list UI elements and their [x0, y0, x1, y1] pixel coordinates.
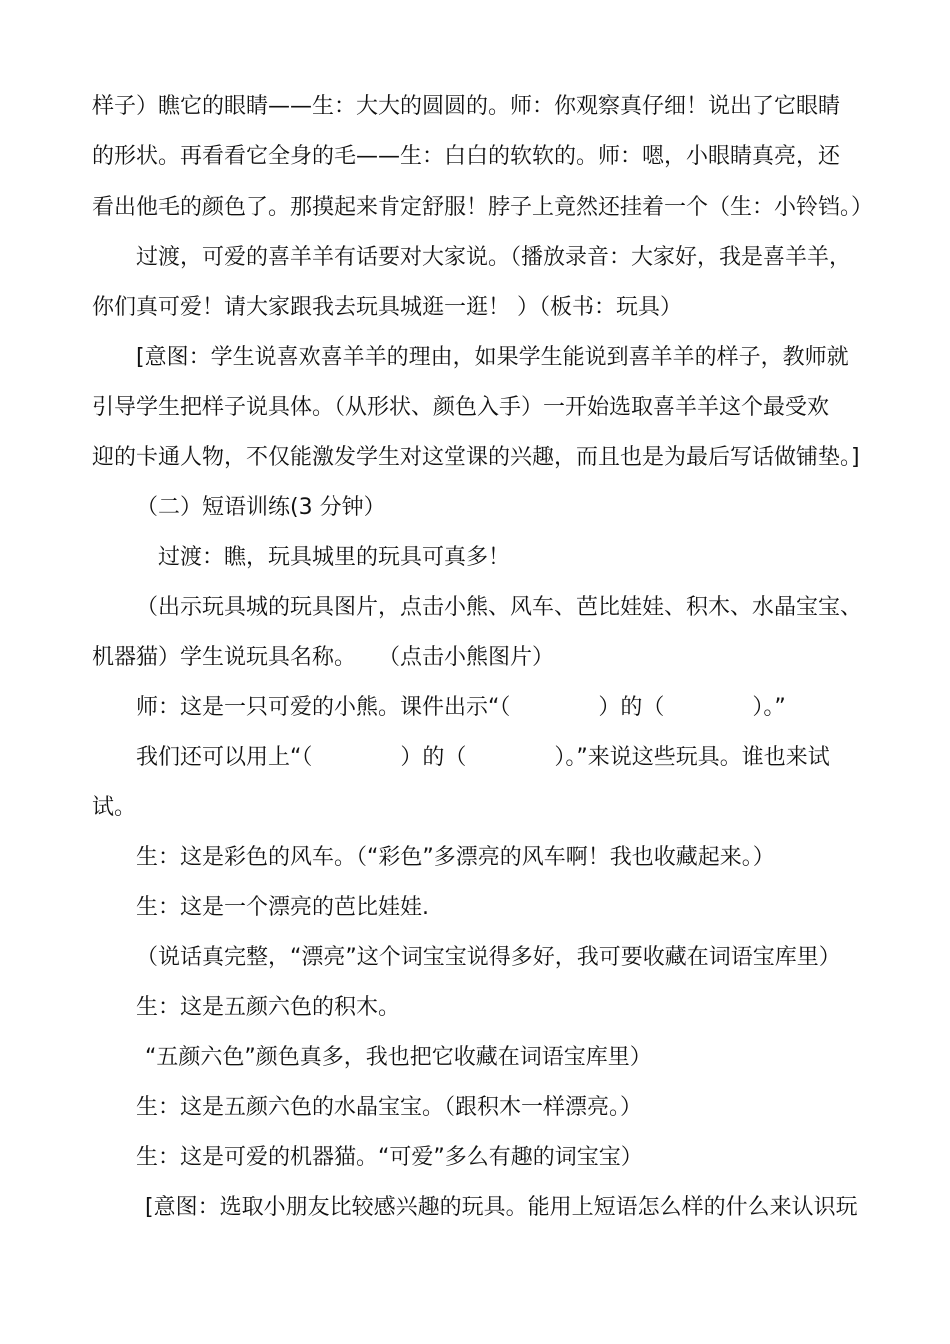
text-line: 我们还可以用上“（ ）的（ ）。”来说这些玩具。谁也来试 [136, 745, 830, 770]
text-line: 生：这是五颜六色的水晶宝宝。（跟积木一样漂亮。） [136, 1095, 643, 1120]
text-line: [意图：学生说喜欢喜羊羊的理由，如果学生能说到喜羊羊的样子，教师就 [136, 345, 849, 370]
text-line: 样子）瞧它的眼睛——生：大大的圆圆的。师：你观察真仔细！说出了它眼睛 [92, 94, 841, 119]
text-line: 生：这是五颜六色的积木。 [136, 995, 401, 1020]
text-line: 看出他毛的颜色了。那摸起来肯定舒服！脖子上竟然还挂着一个（生：小铃铛。） [92, 195, 874, 220]
text-line: 过渡：瞧，玩具城里的玩具可真多！ [158, 545, 511, 570]
text-line: 生：这是彩色的风车。（“彩色”多漂亮的风车啊！我也收藏起来。） [136, 845, 775, 870]
text-line: 你们真可爱！请大家跟我去玩具城逛一逛！ ）（板书：玩具） [92, 295, 682, 320]
text-line: 的形状。再看看它全身的毛——生：白白的软软的。师：嗯，小眼睛真亮，还 [92, 144, 841, 169]
section-heading: （二）短语训练(3 分钟） [136, 495, 386, 520]
text-line: [意图：选取小朋友比较感兴趣的玩具。能用上短语怎么样的什么来认识玩 [145, 1195, 858, 1220]
text-line: 师：这是一只可爱的小熊。课件出示“（ ）的（ ）。” [136, 695, 786, 720]
text-line: “五颜六色”颜色真多，我也把它收藏在词语宝库里） [145, 1045, 652, 1070]
text-line: （出示玩具城的玩具图片，点击小熊、风车、芭比娃娃、积木、水晶宝宝、 [136, 595, 863, 620]
text-line: 过渡，可爱的喜羊羊有话要对大家说。（播放录音：大家好，我是喜羊羊， [136, 245, 852, 270]
text-line: 生：这是一个漂亮的芭比娃娃. [136, 895, 429, 920]
text-line: （说话真完整，“漂亮”这个词宝宝说得多好，我可要收藏在词语宝库里） [136, 945, 841, 970]
text-line: 生：这是可爱的机器猫。“可爱”多么有趣的词宝宝） [136, 1145, 643, 1170]
text-line: 迎的卡通人物，不仅能激发学生对这堂课的兴趣，而且也是为最后写话做铺垫。] [92, 445, 860, 470]
text-line: 机器猫）学生说玩具名称。 （点击小熊图片） [92, 645, 555, 670]
text-line: 试。 [92, 795, 137, 820]
text-line: 引导学生把样子说具体。（从形状、颜色入手）一开始选取喜羊羊这个最受欢 [92, 395, 830, 420]
